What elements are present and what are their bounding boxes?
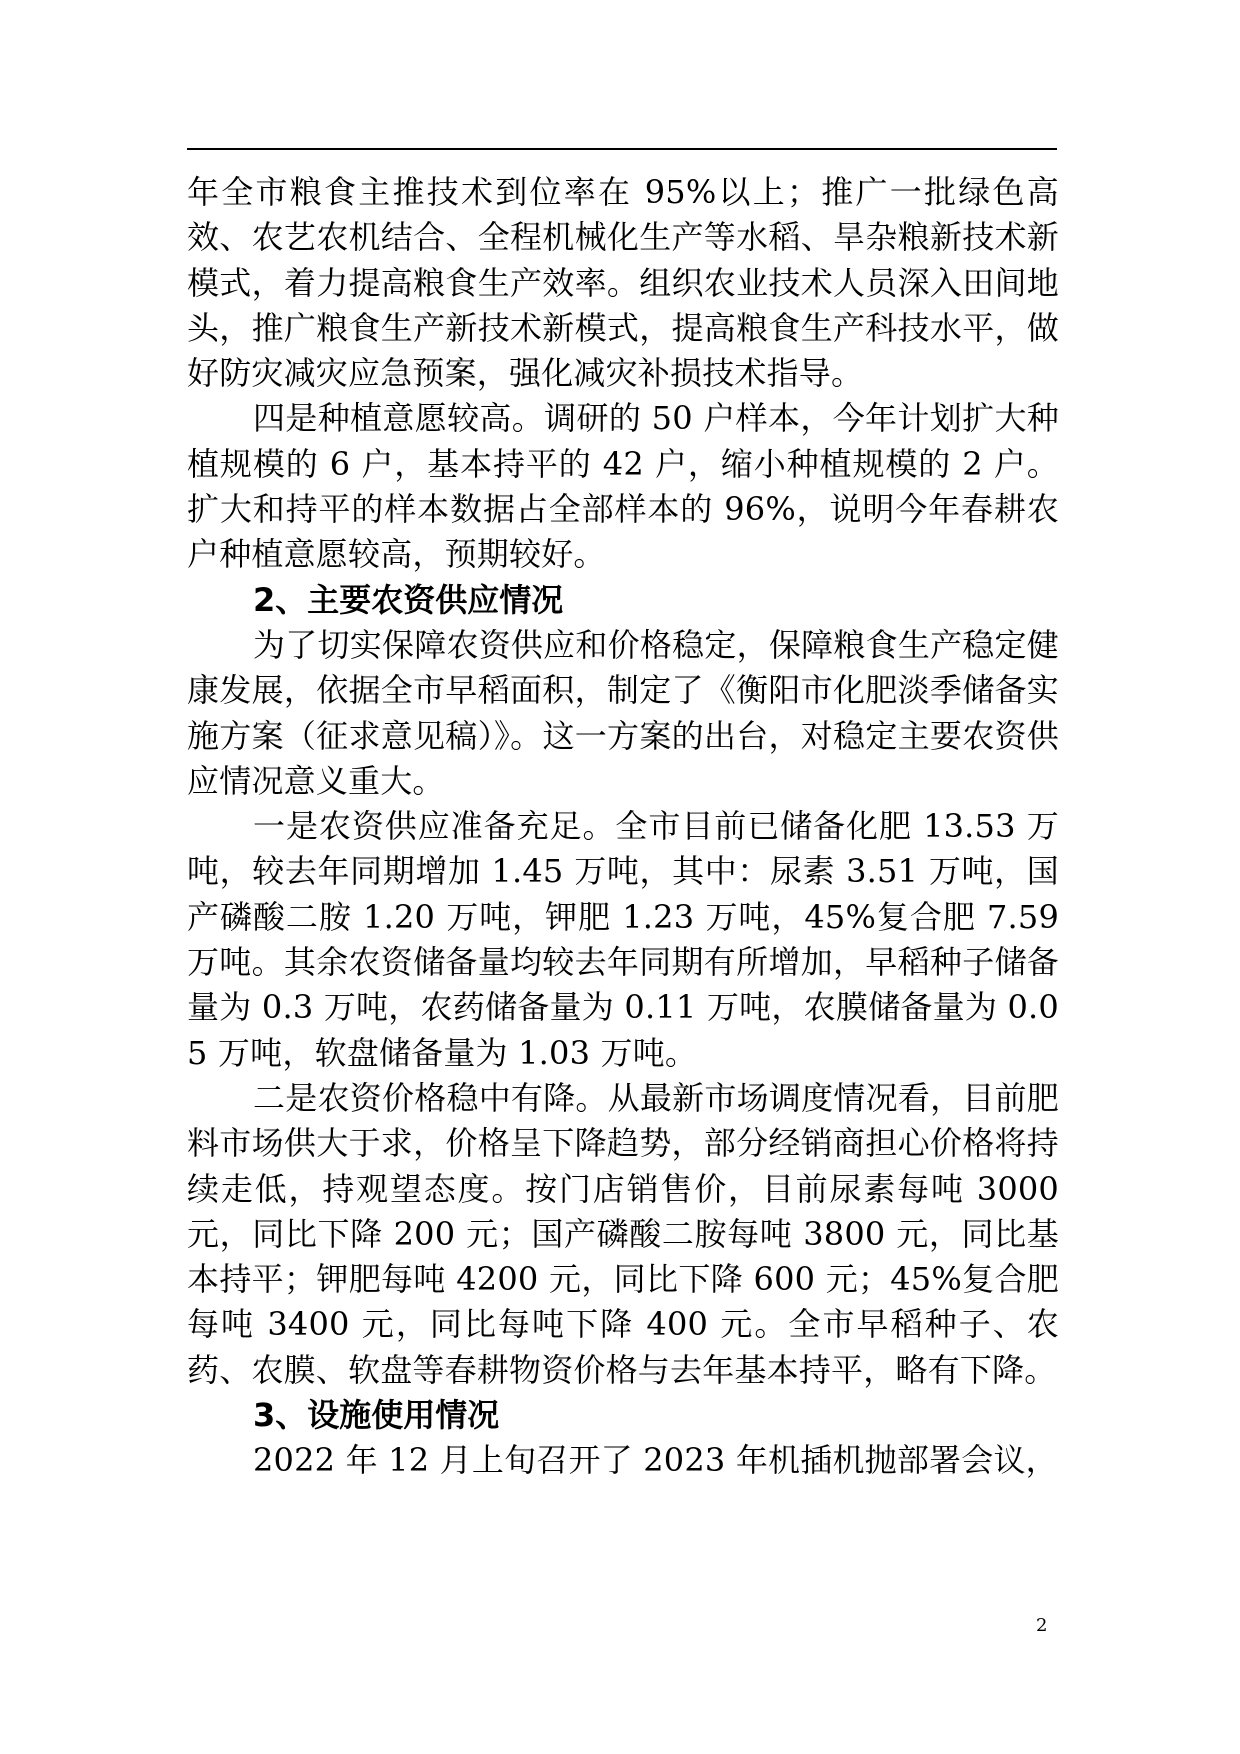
paragraph-planting-willingness: 四是种植意愿较高。调研的 50 户样本，今年计划扩大种植规模的 6 户，基本持平的 42 户，缩小种植规模的 2 户。扩大和持平的样本数据占全部样本的 96%，说明今年春耕农户种植意愿较高，预期较好。: [187, 399, 1059, 574]
paragraph-supply-plan: 为了切实保障农资供应和价格稳定，保障粮食生产稳定健康发展，依据全市早稻面积，制定了《衡阳市化肥淡季储备实施方案（征求意见稿）》。这一方案的出台，对稳定主要农资供应情况意义重大。: [187, 625, 1059, 800]
heading-facility-usage: 3、设施使用情况: [253, 1396, 500, 1435]
paragraph-grain-technology: 年全市粮食主推技术到位率在 95%以上；推广一批绿色高效、农艺农机结合、全程机械化生产等水稻、旱杂粮新技术新模式，着力提高粮食生产效率。组织农业技术人员深入田间地头，推广粮食生产新技术新模式，提高粮食生产科技水平，做好防灾减灾应急预案，强化减灾补损技术指导。: [187, 173, 1059, 393]
page-body: [187, 170, 1059, 1484]
paragraph-price-trend: 二是农资价格稳中有降。从最新市场调度情况看，目前肥料市场供大于求，价格呈下降趋势，部分经销商担心价格将持续走低，持观望态度。按门店销售价，目前尿素每吨 3000 元，同比下降 200 元；国产磷酸二胺每吨 3800 元，同比基本持平；钾肥每吨 4200 元，同比下降 600 元；45%复合肥每吨 3400 元，同比每吨下降 400 元。全市早稻种子、农药、农膜、软盘等春耕物资价格与去年基本持平，略有下降。: [187, 1078, 1059, 1389]
paragraph-supply-reserves: 一是农资供应准备充足。全市目前已储备化肥 13.53 万吨，较去年同期增加 1.45 万吨，其中：尿素 3.51 万吨，国产磷酸二胺 1.20 万吨，钾肥 1.23 万吨，45%复合肥 7.59 万吨。其余农资储备量均较去年同期有所增加，早稻种子储备量为 0.3 万吨，农药储备量为 0.11 万吨，农膜储备量为 0.05 万吨，软盘储备量为 1.03 万吨。: [187, 807, 1059, 1072]
page-number: 2: [1036, 1615, 1048, 1636]
heading-agri-supply: 2、主要农资供应情况: [253, 580, 564, 619]
paragraph-facility-meeting: 2022 年 12 月上旬召开了 2023 年机插机抛部署会议，: [253, 1441, 1058, 1480]
header-rule: [187, 148, 1057, 150]
